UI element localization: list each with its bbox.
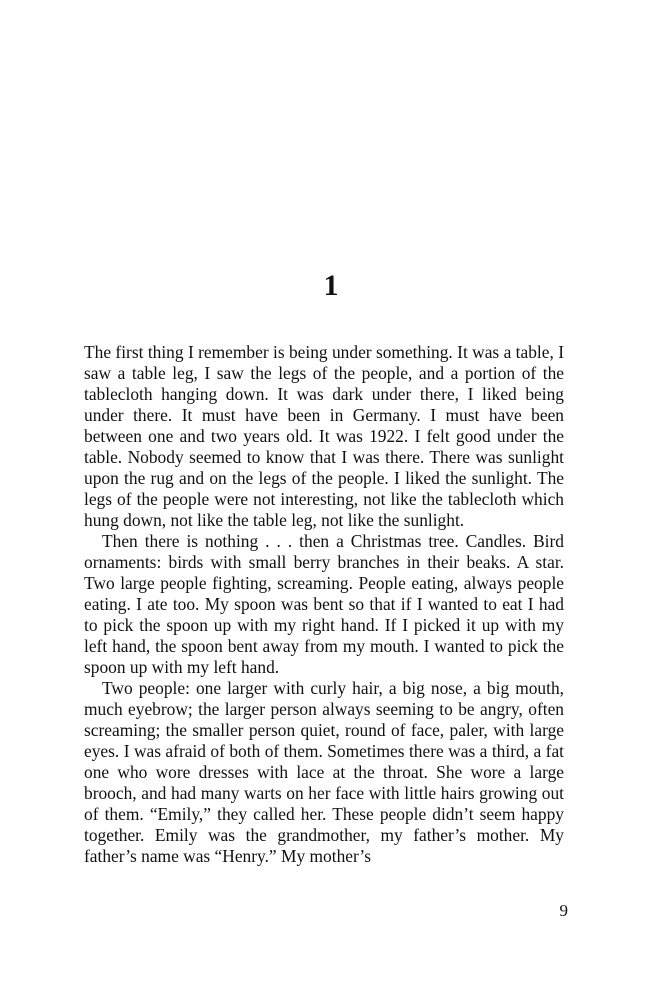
chapter-body (84, 342, 564, 867)
chapter-number: 1 (323, 269, 339, 302)
paragraph-2: Then there is nothing . . . then a Christmas tree. Candles. Bird ornaments: birds with small berry branches in their beaks. A star. Two large people fighting, screaming. People eating, always people eating. I ate too. My spoon was bent so that if I wanted to eat I had to pick the spoon up with my right hand. If I picked it up with my left hand, the spoon bent away from my mouth. I wanted to pick the spoon up with my left hand. (84, 531, 564, 677)
paragraph-3: Two people: one larger with curly hair, a big nose, a big mouth, much eyebrow; the larger person always seeming to be angry, often screaming; the smaller person quiet, round of face, paler, with large eyes. I was afraid of both of them. Sometimes there was a third, a fat one who wore dresses with lace at the throat. She wore a large brooch, and had many warts on her face with little hairs growing out of them. “Emily,” they called her. These people didn’t seem happy together. Emily was the grandmother, my father’s mother. My father’s name was “Henry.” My mother’s (84, 678, 564, 866)
paragraph-1: The first thing I remember is being under something. It was a table, I saw a table leg, I saw the legs of the people, and a portion of the tablecloth hanging down. It was dark under there, I liked being under there. It must have been in Germany. I must have been between one and two years old. It was 1922. I felt good under the table. Nobody seemed to know that I was there. There was sunlight upon the rug and on the legs of the people. I liked the sunlight. The legs of the people were not interesting, not like the tablecloth which hung down, not like the table leg, not like the sunlight. (84, 342, 564, 530)
page-number: 9 (559, 901, 568, 920)
